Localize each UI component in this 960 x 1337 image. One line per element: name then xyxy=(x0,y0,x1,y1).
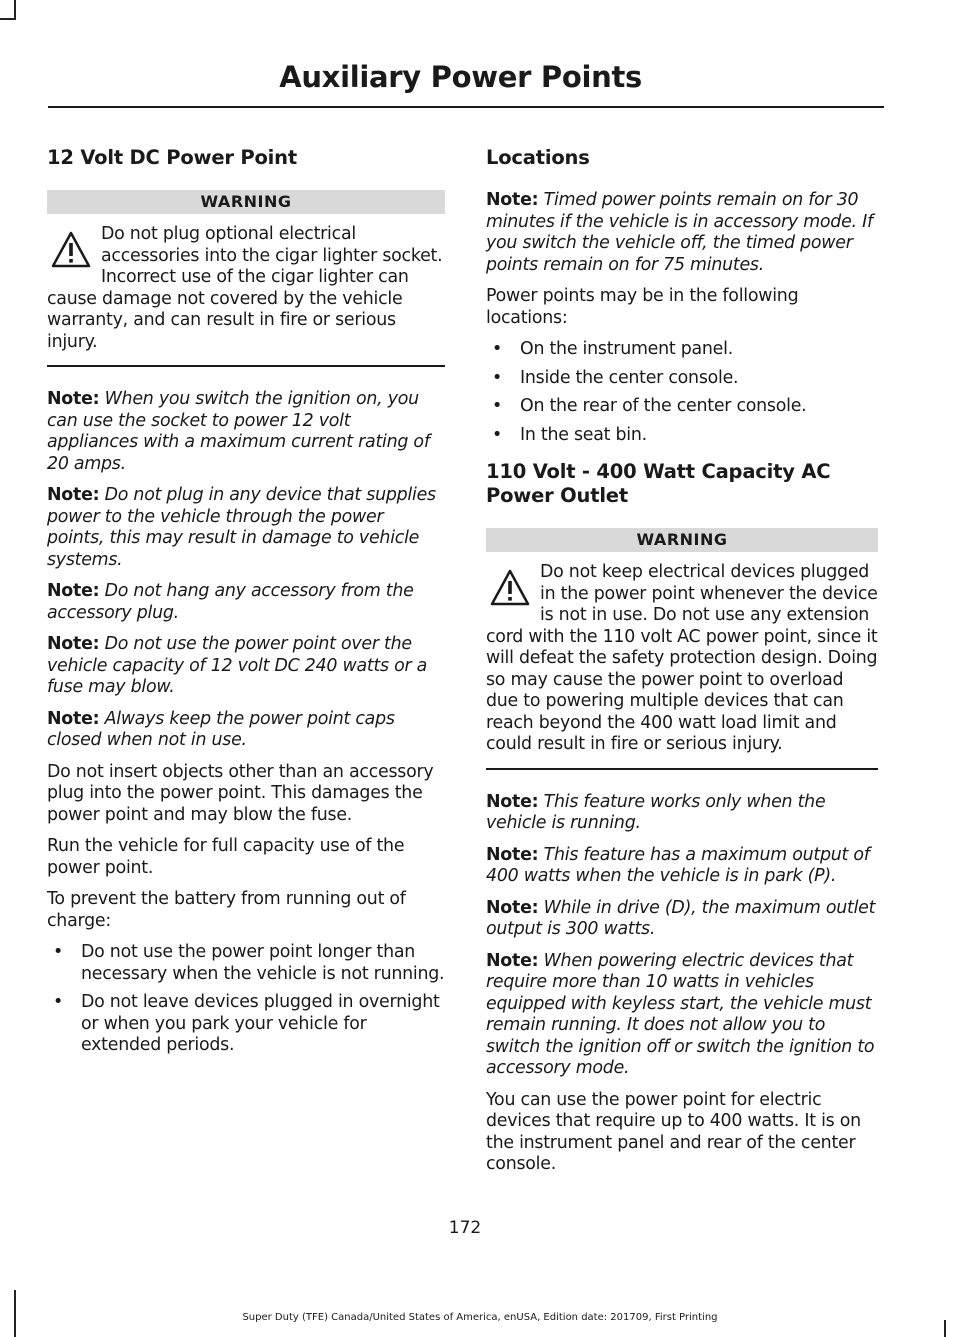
warning-box xyxy=(486,528,878,770)
crop-mark xyxy=(14,0,16,20)
note: Note: Timed power points remain on for 30 minutes if the vehicle is in accessory mode. If you switch the vehicle off, the timed power points remain on for 75 minutes. xyxy=(486,190,873,275)
warning-rule xyxy=(486,768,878,770)
warning-text: Do not keep electrical devices plugged in the power point whenever the device is not in use. Do not use any extension cord with the 110 volt AC power point, since it will defeat the safety protection design. Doing so may cause the power point to overload due to powering multiple devices that can reach beyond the 400 watt load limit and could result in fire or serious injury. xyxy=(486,562,878,754)
body-paragraph: Run the vehicle for full capacity use of the power point. xyxy=(47,836,405,878)
section-heading-12v: 12 Volt DC Power Point xyxy=(47,146,297,169)
bullet-list xyxy=(47,942,445,1057)
warning-body xyxy=(486,562,878,756)
note: Note: When you switch the ignition on, you can use the socket to power 12 volt appliances with a maximum current rating of 20 amps. xyxy=(47,389,430,474)
section-heading-locations: Locations xyxy=(486,146,590,169)
body-paragraph: You can use the power point for electric devices that require up to 400 watts. It is on the instrument panel and rear of the center console. xyxy=(486,1089,861,1174)
warning-triangle-icon xyxy=(51,228,91,272)
left-column xyxy=(47,146,445,1067)
warning-label: WARNING xyxy=(486,528,878,552)
body-paragraph: To prevent the battery from running out of charge: xyxy=(47,889,406,931)
list-item: • Do not leave devices plugged in overnight or when you park your vehicle for extended periods. xyxy=(47,992,445,1057)
list-item: • Inside the center console. xyxy=(486,368,878,390)
bullet-list xyxy=(486,339,878,446)
body-paragraph: Do not insert objects other than an accessory plug into the power point. This damages the power point and may blow the fuse. xyxy=(47,761,434,825)
right-column xyxy=(486,146,878,1186)
list-item: • Do not use the power point longer than necessary when the vehicle is not running. xyxy=(47,942,445,985)
page-number: 172 xyxy=(448,1218,482,1238)
note: Note: This feature has a maximum output of 400 watts when the vehicle is in park (P). xyxy=(486,844,870,886)
warning-box xyxy=(47,190,445,367)
section-heading-110v: 110 Volt - 400 Watt Capacity AC Power Outlet xyxy=(486,460,831,507)
crop-mark xyxy=(0,18,14,20)
note: Note: When powering electric devices that require more than 10 watts in vehicles equipped with keyless start, the vehicle must remain running. It does not allow you to switch the ignition off or switch the ignition to accessory mode. xyxy=(486,950,875,1078)
list-item: • In the seat bin. xyxy=(486,425,878,447)
warning-rule xyxy=(47,365,445,367)
warning-text: Do not plug optional electrical accessories into the cigar lighter socket. Incorrect use of the cigar lighter can cause damage not covered by the vehicle warranty, and can result in fire or serious injury. xyxy=(47,224,443,352)
note: Note: Do not hang any accessory from the accessory plug. xyxy=(47,581,414,623)
note: Note: Do not use the power point over the vehicle capacity of 12 volt DC 240 watts or a fuse may blow. xyxy=(47,634,428,697)
warning-body xyxy=(47,224,445,353)
list-item: • On the instrument panel. xyxy=(486,339,878,361)
warning-triangle-icon xyxy=(490,566,530,610)
body-paragraph: Power points may be in the following locations: xyxy=(486,286,799,328)
page-title: Auxiliary Power Points xyxy=(279,60,642,94)
edition-footer: Super Duty (TFE) Canada/United States of America, enUSA, Edition date: 201709, First Printing xyxy=(242,1312,718,1323)
title-rule xyxy=(48,106,884,108)
note: Note: Always keep the power point caps closed when not in use. xyxy=(47,708,395,750)
list-item: • On the rear of the center console. xyxy=(486,396,878,418)
note: Note: This feature works only when the vehicle is running. xyxy=(486,791,826,833)
note: Note: While in drive (D), the maximum outlet output is 300 watts. xyxy=(486,897,876,939)
note: Note: Do not plug in any device that supplies power to the vehicle through the power points, this may result in damage to vehicle systems. xyxy=(47,485,436,570)
warning-label: WARNING xyxy=(47,190,445,214)
